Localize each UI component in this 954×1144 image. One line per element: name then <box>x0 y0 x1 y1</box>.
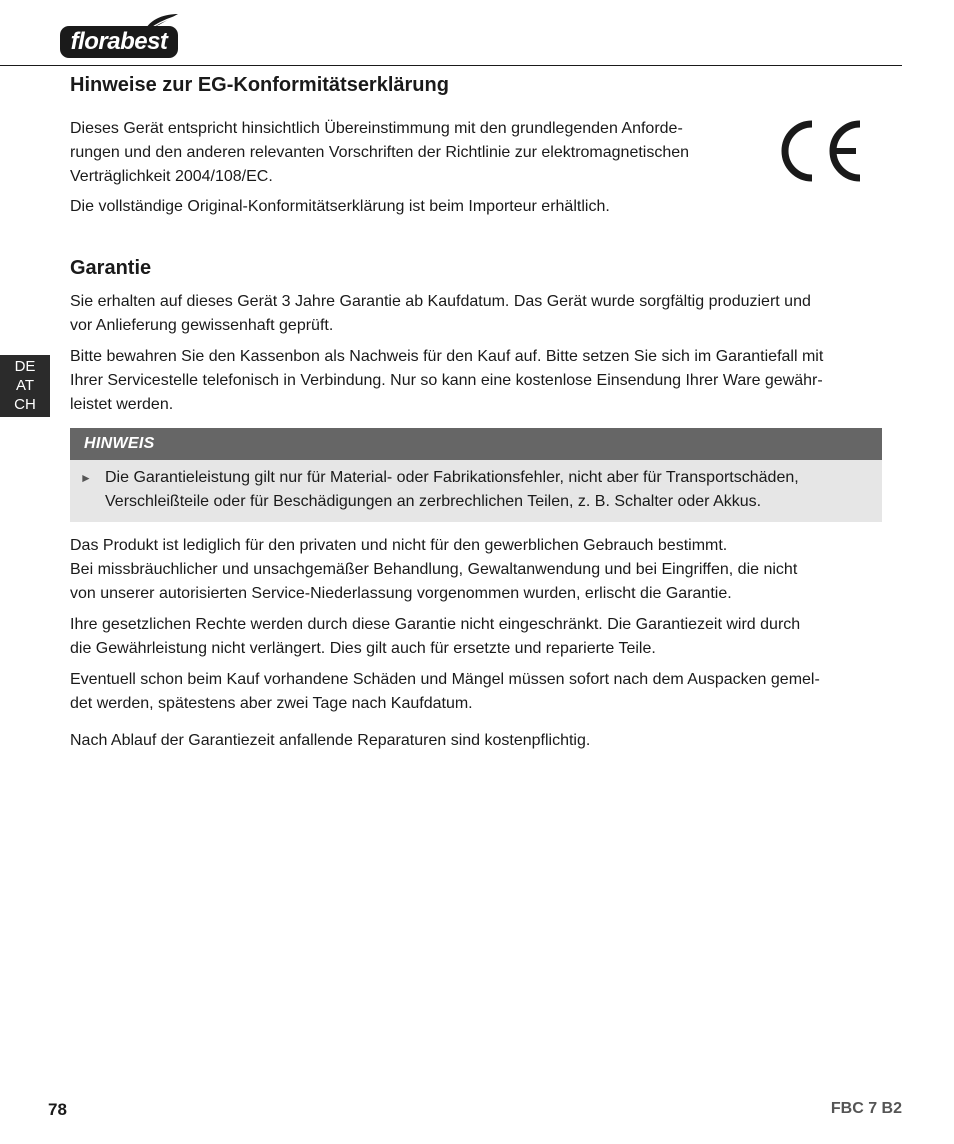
warranty-paragraph-1 <box>70 290 890 338</box>
text-line: Dieses Gerät entspricht hinsichtlich Übereinstimmung mit den grundlegenden Anforde- <box>70 120 683 137</box>
text-line: Verschleißteile oder für Beschädigungen an zerbrechlichen Teilen, z. B. Schalter oder Akkus. <box>105 493 762 510</box>
section-title-warranty: Garantie <box>70 257 152 279</box>
lang-de: DE <box>14 358 36 375</box>
logo-text: florabest <box>70 28 168 55</box>
warranty-paragraph-6: Nach Ablauf der Garantiezeit anfallende Reparaturen sind kostenpflichtig. <box>70 732 591 749</box>
text-line: Sie erhalten auf dieses Gerät 3 Jahre Garantie ab Kaufdatum. Das Gerät wurde sorgfältig produziert und <box>70 293 811 310</box>
text-line: Ihre gesetzlichen Rechte werden durch diese Garantie nicht eingeschränkt. Die Garantiezeit wird durch <box>70 616 801 633</box>
text-line: Bitte bewahren Sie den Kassenbon als Nachweis für den Kauf auf. Bitte setzen Sie sich im Garantiefall mit <box>70 348 824 365</box>
text-line: vor Anlieferung gewissenhaft geprüft. <box>70 317 334 334</box>
warranty-paragraph-2 <box>70 345 890 417</box>
page-number: 78 <box>48 1100 67 1119</box>
note-title: HINWEIS <box>84 435 155 452</box>
warranty-paragraph-5 <box>70 668 890 716</box>
warranty-paragraph-4 <box>70 613 890 661</box>
language-tab <box>0 355 50 417</box>
logo-badge <box>60 26 178 58</box>
text-line: Verträglichkeit 2004/108/EC. <box>70 168 273 185</box>
conformity-availability: Die vollständige Original-Konformitätserklärung ist beim Importeur erhältlich. <box>70 198 610 215</box>
text-line: Die Garantieleistung gilt nur für Material- oder Fabrikationsfehler, nicht aber für Transportschäden, <box>105 469 799 486</box>
text-line: rungen und den anderen relevanten Vorschriften der Richtlinie zur elektromagnetischen <box>70 144 690 161</box>
warranty-paragraph-3 <box>70 534 890 606</box>
text-line: Ihrer Servicestelle telefonisch in Verbindung. Nur so kann eine kostenlose Einsendung Ihrer Ware gewähr- <box>70 372 823 389</box>
conformity-paragraph <box>70 117 750 189</box>
text-line: Eventuell schon beim Kauf vorhandene Schäden und Mängel müssen sofort nach dem Auspacken gemel- <box>70 671 820 688</box>
triangle-bullet-icon: ► <box>80 471 92 485</box>
ce-mark-icon <box>776 118 866 184</box>
text-line: leistet werden. <box>70 396 174 413</box>
note-header <box>70 428 882 460</box>
section-title-conformity: Hinweise zur EG-Konformitätserklärung <box>70 74 449 96</box>
text-line: von unserer autorisierten Service-Niederlassung vorgenommen wurden, erlischt die Garantie. <box>70 585 732 602</box>
text-line: die Gewährleistung nicht verlängert. Dies gilt auch für ersetzte und reparierte Teile. <box>70 640 656 657</box>
text-line: Das Produkt ist lediglich für den privaten und nicht für den gewerblichen Gebrauch bestimmt. <box>70 537 728 554</box>
brand-logo <box>60 12 180 60</box>
text-line: Bei missbräuchlicher und unsachgemäßer Behandlung, Gewaltanwendung und bei Eingriffen, die nicht <box>70 561 798 578</box>
note-body <box>70 460 882 522</box>
lang-ch: CH <box>14 396 36 413</box>
model-number: FBC 7 B2 <box>830 1100 902 1117</box>
lang-at: AT <box>15 377 35 394</box>
text-line: det werden, spätestens aber zwei Tage nach Kaufdatum. <box>70 695 473 712</box>
header-rule <box>0 65 902 66</box>
note-text <box>105 466 875 514</box>
